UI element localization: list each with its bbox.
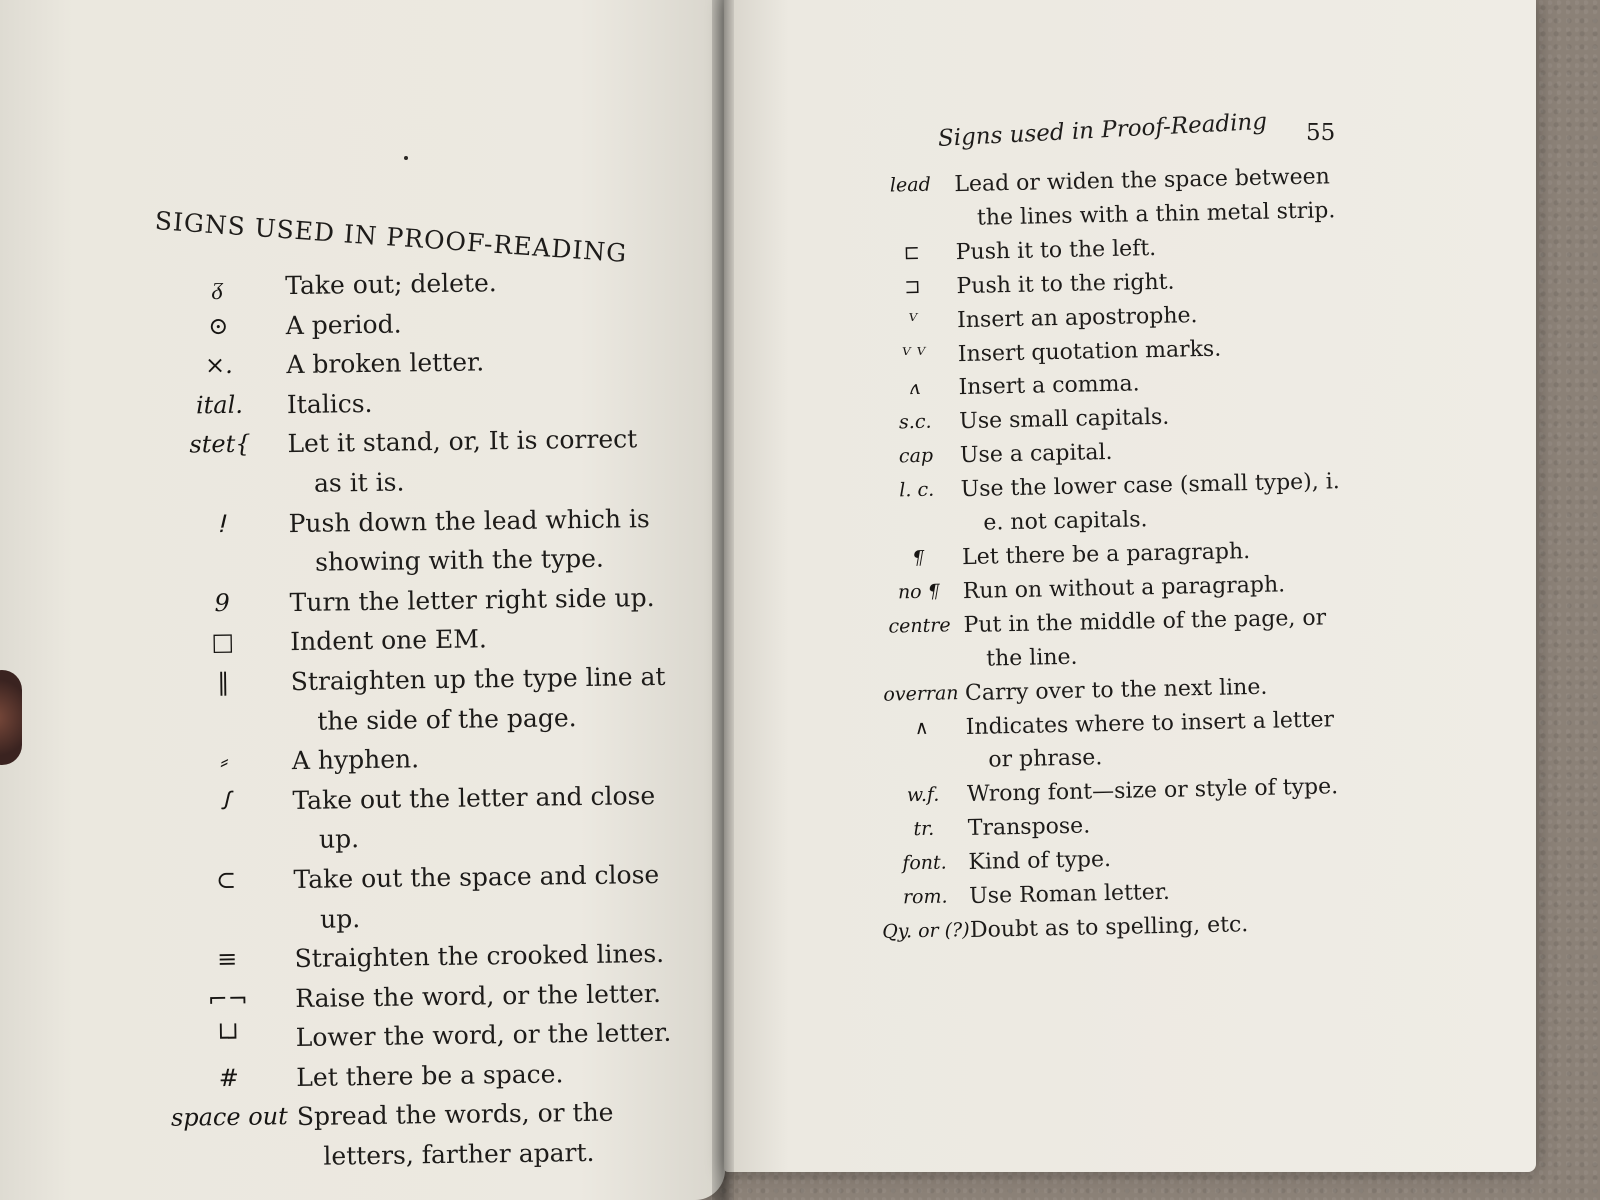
proof-mark-icon: ⸗ — [220, 747, 229, 776]
proof-mark-icon: ital. — [195, 390, 244, 420]
proof-mark-icon: ᵹ — [211, 271, 224, 301]
proof-mark-icon: ≡ — [216, 944, 238, 974]
proof-mark-icon: ʌ — [908, 377, 921, 400]
sign-description: Carry over to the next line. — [964, 674, 1268, 706]
sign-description: Lower the word, or the letter. — [295, 1018, 672, 1053]
proof-mark-icon: font. — [902, 851, 947, 875]
proof-mark-icon: ¶ — [911, 546, 925, 570]
sign-description: Transpose. — [967, 813, 1091, 842]
proof-mark-icon: tr. — [913, 817, 935, 841]
proof-mark-icon: rom. — [902, 885, 948, 909]
proof-mark-icon: lead — [889, 173, 931, 197]
sign-description: Insert quotation marks. — [957, 336, 1222, 367]
proof-mark-icon: ꭍ — [220, 786, 230, 815]
sign-entry — [152, 419, 673, 505]
sign-description: Turn the letter right side up. — [289, 582, 655, 617]
sign-entry — [866, 160, 1337, 238]
proof-mark-icon: # — [218, 1063, 240, 1092]
sign-entry — [156, 657, 677, 743]
proof-mark-icon: l. c. — [899, 478, 935, 502]
sign-description: Doubt as to spelling, etc. — [969, 912, 1249, 943]
sign-entry — [872, 465, 1343, 543]
sign-entry — [153, 498, 674, 584]
sign-description: Use the lower case (small type), i. e. not capitals. — [960, 469, 1341, 536]
sign-description: Straighten the crooked lines. — [294, 938, 665, 974]
sign-description: Use small capitals. — [959, 405, 1170, 435]
sign-description: A hyphen. — [291, 744, 420, 776]
left-page — [0, 0, 725, 1200]
sign-description: Run on without a paragraph. — [962, 572, 1286, 604]
sign-entry — [162, 1092, 683, 1178]
proof-mark-icon: overran — [883, 681, 959, 706]
proof-mark-icon: ⊂ — [215, 865, 237, 895]
proof-mark-icon: □ — [211, 628, 235, 657]
sign-entry — [157, 775, 678, 861]
proof-mark-icon: ∧ — [914, 716, 929, 739]
proof-mark-icon: ⱽ ⱽ — [901, 343, 926, 366]
proof-mark-icon: s.c. — [898, 411, 932, 434]
sign-description: Spread the words, or the letters, farther apart. — [296, 1098, 614, 1171]
sign-description: Push it to the right. — [956, 269, 1175, 299]
sign-description: Indent one EM. — [290, 624, 487, 657]
sign-description: A broken letter. — [286, 347, 485, 380]
proof-mark-icon: ⱽ — [908, 309, 918, 332]
proof-mark-icon: ⊐ — [904, 275, 921, 298]
proof-mark-icon: no ¶ — [897, 580, 940, 604]
proof-mark-icon: 9 — [214, 588, 231, 617]
sign-description: Use Roman letter. — [968, 879, 1171, 910]
sign-description: Insert a comma. — [958, 371, 1140, 401]
left-sign-list — [150, 261, 683, 1179]
running-head: Signs used in Proof-Reading — [937, 108, 1268, 152]
proof-mark-icon: Qy. or (?) — [881, 918, 970, 943]
proof-mark-icon: stet{ — [189, 429, 251, 459]
sign-description: Use a capital. — [959, 440, 1113, 469]
proof-mark-icon: w.f. — [906, 783, 940, 807]
sign-description: Let there be a paragraph. — [961, 539, 1251, 571]
right-sign-list — [866, 160, 1352, 950]
sign-description: Push it to the left. — [955, 235, 1157, 265]
proof-mark-icon: ⊏ — [903, 241, 921, 265]
sign-description: Indicates where to insert a letter or phrase. — [965, 706, 1335, 773]
sign-description: Raise the word, or the letter. — [295, 978, 662, 1013]
sign-description: Kind of type. — [968, 847, 1112, 876]
sign-description: Let there be a space. — [296, 1059, 564, 1092]
proof-mark-icon: ×. — [204, 351, 233, 380]
sign-description: Wrong font—size or style of type. — [966, 774, 1339, 808]
sign-entry — [877, 703, 1348, 781]
sign-description: Take out the space and close up. — [293, 859, 660, 934]
proof-mark-icon: └┘ — [213, 1024, 243, 1053]
sign-description: A period. — [285, 309, 402, 340]
proof-mark-icon: centre — [888, 614, 951, 638]
sign-entry — [875, 601, 1346, 679]
sign-description: Let it stand, or, It is correct as it is. — [287, 424, 638, 498]
sign-description: Straighten up the type line at the side of the page. — [290, 661, 666, 736]
proof-mark-icon: ⊙ — [208, 311, 229, 340]
sign-description: Put in the middle of the page, or the line. — [963, 605, 1327, 672]
sign-entry — [158, 855, 679, 941]
sign-description: Take out; delete. — [285, 268, 497, 301]
proof-mark-icon: cap — [898, 444, 934, 468]
right-page — [724, 0, 1536, 1172]
sign-description: Italics. — [286, 388, 373, 419]
sign-description: Take out the letter and close up. — [292, 780, 656, 855]
thumb — [0, 670, 22, 765]
page-number: 55 — [1306, 120, 1336, 146]
sign-description: Insert an apostrophe. — [956, 302, 1198, 333]
proof-mark-icon: ‖ — [217, 667, 230, 697]
proof-mark-icon: space out — [170, 1102, 288, 1133]
proof-mark-icon: ⌐¬ — [207, 984, 249, 1013]
ink-speck — [404, 156, 408, 160]
sign-description: Lead or widen the space between the lines with a thin metal strip. — [954, 164, 1336, 231]
page-title: SIGNS USED IN PROOF-READING — [153, 206, 629, 268]
sign-description: Push down the lead which is showing with the type. — [288, 503, 650, 577]
proof-mark-icon: ⵑ — [217, 509, 225, 538]
